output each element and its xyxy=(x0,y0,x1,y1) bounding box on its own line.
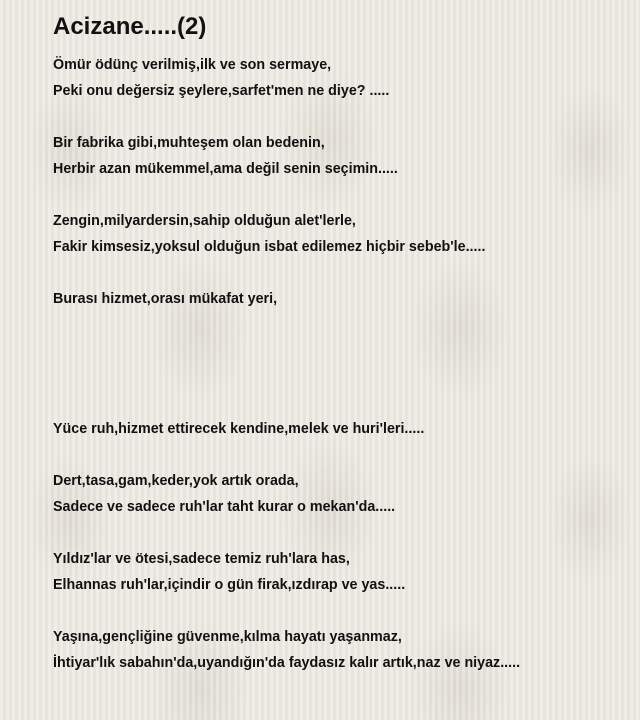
poem-line: Fakir kimsesiz,yoksul olduğun isbat edilemez hiçbir sebeb'le..... xyxy=(53,239,486,255)
poem-container xyxy=(53,12,633,676)
stanza-break xyxy=(53,182,633,208)
stanza-break xyxy=(53,442,633,468)
poem-line: Yaşına,gençliğine güvenme,kılma hayatı yaşanmaz, xyxy=(53,629,402,645)
poem-title: Acizane.....(2) xyxy=(53,13,207,40)
poem-line: Zengin,milyardersin,sahip olduğun alet'lerle, xyxy=(53,213,356,229)
poem-line: İhtiyar'lık sabahın'da,uyandığın'da faydasız kalır artık,naz ve niyaz..... xyxy=(53,655,521,671)
stanza-break xyxy=(53,364,633,390)
poem-line: Burası hizmet,orası mükafat yeri, xyxy=(53,291,278,307)
poem-line: Sadece ve sadece ruh'lar taht kurar o mekan'da..... xyxy=(53,499,396,515)
poem-line: Elhannas ruh'lar,içindir o gün firak,ızdırap ve yas..... xyxy=(53,577,406,593)
stanza-break xyxy=(53,312,633,338)
poem-line: Herbir azan mükemmel,ama değil senin seçimin..... xyxy=(53,161,398,177)
stanza-break xyxy=(53,260,633,286)
poem-line: Yüce ruh,hizmet ettirecek kendine,melek ve huri'leri..... xyxy=(53,421,425,437)
stanza-break xyxy=(53,390,633,416)
stanza-break xyxy=(53,598,633,624)
poem-line: Yıldız'lar ve ötesi,sadece temiz ruh'lara has, xyxy=(53,551,350,567)
poem-line: Ömür ödünç verilmiş,ilk ve son sermaye, xyxy=(53,57,332,73)
stanza-break xyxy=(53,520,633,546)
poem-line: Dert,tasa,gam,keder,yok artık orada, xyxy=(53,473,299,489)
stanza-break xyxy=(53,104,633,130)
poem-line: Bir fabrika gibi,muhteşem olan bedenin, xyxy=(53,135,325,151)
poem-line: Peki onu değersiz şeylere,sarfet'men ne diye? ..... xyxy=(53,83,390,99)
stanza-break xyxy=(53,338,633,364)
poem-body xyxy=(53,52,633,676)
